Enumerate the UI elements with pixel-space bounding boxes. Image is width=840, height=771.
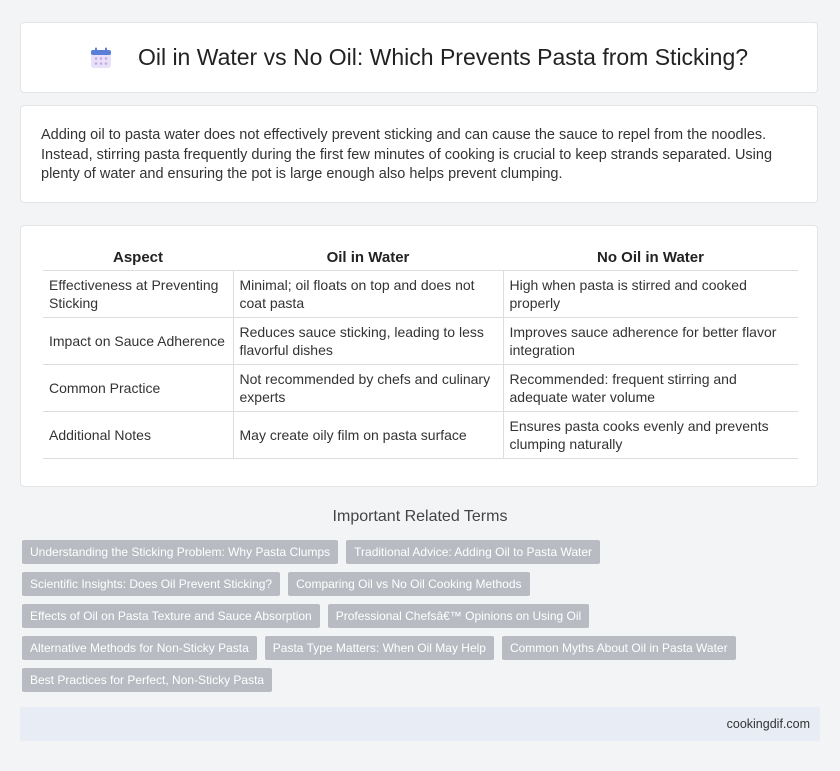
table-cell: May create oily film on pasta surface (233, 412, 503, 459)
table-cell: Improves sauce adherence for better flavor integration (503, 318, 798, 365)
site-name[interactable]: cookingdif.com (726, 717, 810, 731)
table-cell: Impact on Sauce Adherence (43, 318, 233, 365)
related-term-link[interactable]: Pasta Type Matters: When Oil May Help (265, 636, 494, 660)
table-cell: Common Practice (43, 365, 233, 412)
header-card (20, 22, 818, 93)
related-term-link[interactable]: Comparing Oil vs No Oil Cooking Methods (288, 572, 529, 596)
intro-card (20, 105, 818, 203)
related-terms-list (22, 540, 822, 700)
table-cell: Not recommended by chefs and culinary experts (233, 365, 503, 412)
table-cell: Minimal; oil floats on top and does not coat pasta (233, 271, 503, 318)
table-row (43, 271, 798, 318)
table-cell: Reduces sauce sticking, leading to less flavorful dishes (233, 318, 503, 365)
table-cell: Additional Notes (43, 412, 233, 459)
comparison-table-card (20, 225, 818, 487)
column-header-aspect: Aspect (43, 246, 233, 271)
comparison-table (43, 246, 798, 459)
related-term-link[interactable]: Scientific Insights: Does Oil Prevent Sticking? (22, 572, 280, 596)
table-cell: Recommended: frequent stirring and adequate water volume (503, 365, 798, 412)
table-row (43, 365, 798, 412)
page-title: Oil in Water vs No Oil: Which Prevents Pasta from Sticking? (137, 44, 749, 70)
table-row (43, 412, 798, 459)
calendar-icon (90, 47, 112, 69)
related-term-link[interactable]: Effects of Oil on Pasta Texture and Sauce Absorption (22, 604, 320, 628)
table-cell: Effectiveness at Preventing Sticking (43, 271, 233, 318)
related-term-link[interactable]: Best Practices for Perfect, Non-Sticky Pasta (22, 668, 272, 692)
table-header-row (43, 246, 798, 271)
related-term-link[interactable]: Professional Chefsâ€™ Opinions on Using Oil (328, 604, 589, 628)
related-terms-heading: Important Related Terms (332, 508, 508, 525)
table-cell: Ensures pasta cooks evenly and prevents clumping naturally (503, 412, 798, 459)
related-term-link[interactable]: Alternative Methods for Non-Sticky Pasta (22, 636, 257, 660)
intro-text: Adding oil to pasta water does not effectively prevent sticking and can cause the sauce to repel from the noodles. Instead, stirring pasta frequently during the first few minutes of cooking is crucial to keep strands separated. Using plenty of water and ensuring the pot is large enough also helps prevent clumping. (41, 127, 773, 182)
table-cell: High when pasta is stirred and cooked properly (503, 271, 798, 318)
footer (20, 707, 820, 741)
column-header-no-oil: No Oil in Water (503, 246, 798, 271)
related-term-link[interactable]: Traditional Advice: Adding Oil to Pasta Water (346, 540, 600, 564)
related-term-link[interactable]: Understanding the Sticking Problem: Why Pasta Clumps (22, 540, 338, 564)
table-row (43, 318, 798, 365)
column-header-oil: Oil in Water (233, 246, 503, 271)
related-term-link[interactable]: Common Myths About Oil in Pasta Water (502, 636, 736, 660)
